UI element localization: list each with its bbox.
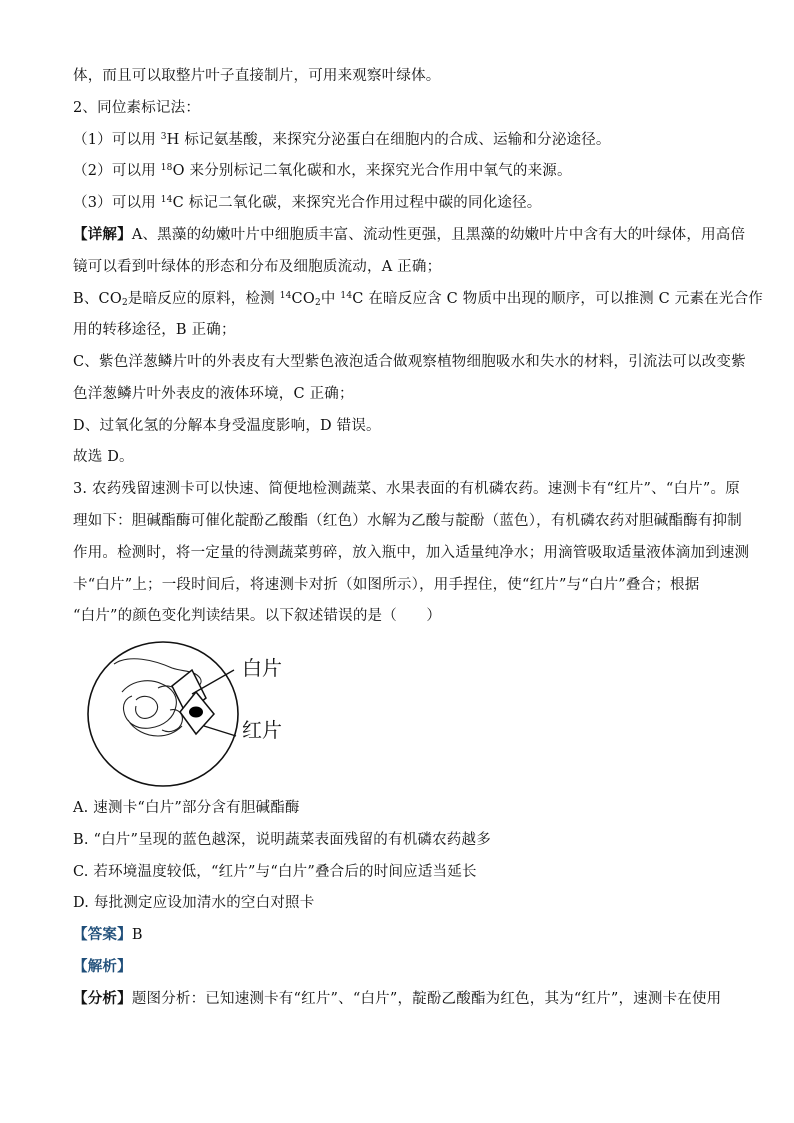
answer-value: B — [131, 927, 143, 943]
answer-choice-prev: 故选 D。 — [73, 449, 134, 465]
text-line-4: （2）可以用 $^{18}$O 来分别标记二氧化碳和水，来探究光合作用中氧气的来源。 — [73, 163, 572, 179]
answer-tag: 【答案】 — [73, 926, 132, 943]
text-line-1: 体，而且可以取整片叶子直接制片，可用来观察叶绿体。 — [73, 68, 441, 84]
analysis-paragraph: 【分析】题图分析：已知速测卡有“红片”、“白片”，靛酚乙酸酯为红色，其为“红片”，速测卡在使用 — [73, 990, 722, 1007]
detail-tag: 【详解】 — [73, 226, 132, 243]
analysis-heading — [73, 957, 723, 977]
text-line-16: 作用。检测时，将一定量的待测蔬菜剪碎，放入瓶中，加入适量纯净水；用滴管吸取适量液体滴加到速测 — [73, 545, 750, 561]
label-white-card: 白片 — [242, 656, 282, 680]
text-line-11: 色洋葱鳞片叶外表皮的液体环境，C 正确； — [73, 386, 354, 402]
detail-paragraph-a: 【详解】A、黑藻的幼嫩叶片中细胞质丰富、流动性更强，且黑藻的幼嫩叶片中含有大的叶绿体，用高倍 — [73, 226, 746, 243]
text-line-3: （1）可以用 $^3$H 标记氨基酸，来探究分泌蛋白在细胞内的合成、运输和分泌途径。 — [73, 132, 611, 148]
text-line-9: 用的转移途径，B 正确； — [73, 322, 236, 338]
detail-paragraph-d: D、过氧化氢的分解本身受温度影响，D 错误。 — [73, 418, 381, 434]
card-dot — [189, 707, 203, 718]
test-card-figure — [84, 640, 304, 790]
label-red-card: 红片 — [242, 718, 282, 742]
option-a: A. 速测卡“白片”部分含有胆碱酯酶 — [73, 800, 300, 816]
option-b: B. “白片”呈现的蓝色越深，说明蔬菜表面残留的有机磷农药越多 — [73, 832, 491, 848]
text-line-5: （3）可以用 $^{14}$C 标记二氧化碳，来探究光合作用过程中碳的同化途径。 — [73, 195, 542, 211]
detail-paragraph-c: C、紫色洋葱鳞片叶的外表皮有大型紫色液泡适合做观察植物细胞吸水和失水的材料，引流法可以改变紫 — [73, 354, 746, 370]
detail-paragraph-b: B、$CO_2$是暗反应的原料，检测 $^{14}CO_2$中 $^{14}$C 在暗反应含 C 物质中出现的顺序，可以推测 C 元素在光合作 — [73, 291, 763, 308]
analysis-tag: 【解析】 — [73, 958, 132, 975]
text-line-18: “白片”的颜色变化判读结果。以下叙述错误的是（ ） — [73, 608, 442, 624]
section-heading-isotope: 2、同位素标记法： — [73, 100, 201, 116]
text-line-17: 卡“白片”上；一段时间后，将速测卡对折（如图所示），用手捏住，使“红片”与“白片”叠合；根据 — [73, 577, 700, 593]
option-d: D. 每批测定应设加清水的空白对照卡 — [73, 895, 315, 911]
text-line-7: 镜可以看到叶绿体的形态和分布及细胞质流动，A 正确； — [73, 259, 442, 275]
text-line-15: 理如下：胆碱酯酶可催化靛酚乙酸酯（红色）水解为乙酸与靛酚（蓝色），有机磷农药对胆碱酯酶有抑制 — [73, 513, 742, 529]
leader-red — [204, 726, 236, 736]
answer-line — [73, 925, 723, 945]
option-c: C. 若环境温度较低，“红片”与“白片”叠合后的时间应适当延长 — [73, 864, 477, 880]
question-3-stem: 3. 农药残留速测卡可以快速、简便地检测蔬菜、水果表面的有机磷农药。速测卡有“红片”、“白片”。原 — [73, 481, 740, 497]
outer-circle — [88, 642, 238, 786]
analysis-sub-tag: 【分析】 — [73, 990, 132, 1007]
